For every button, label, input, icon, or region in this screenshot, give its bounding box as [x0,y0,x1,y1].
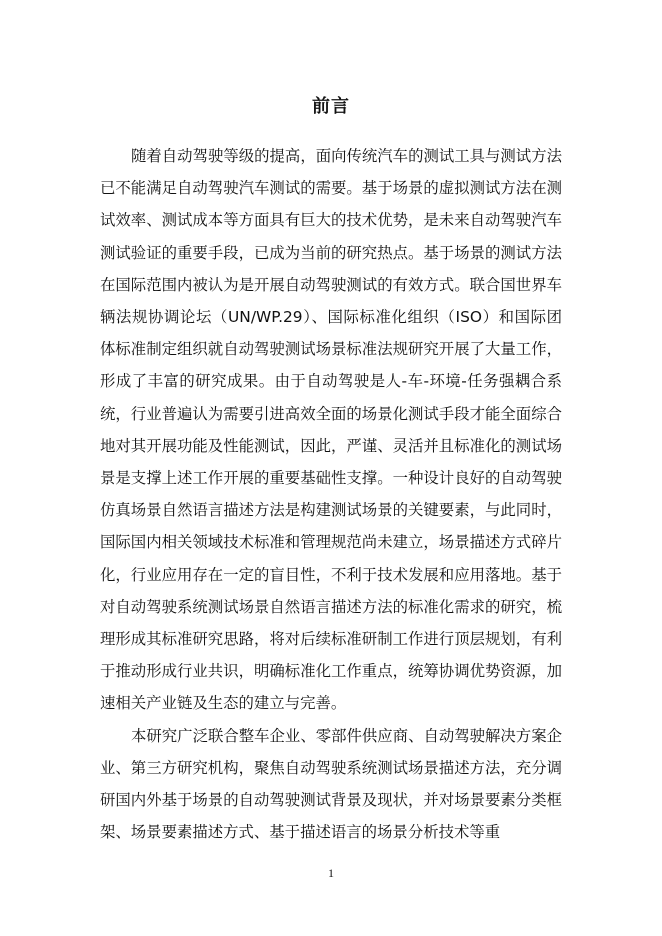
page-title: 前言 [312,96,350,117]
paragraph-2: 本研究广泛联合整车企业、零部件供应商、自动驾驶解决方案企业、第三方研究机构，聚焦自动驾驶系统测试场景描述方法，充分调研国内外基于场景的自动驾驶测试背景及现状，并对场景要素分类框架、场景要素描述方式、基于描述语言的场景分析技术等重 [100,726,562,842]
body-text [100,140,562,848]
paragraph-1: 随着自动驾驶等级的提高，面向传统汽车的测试工具与测试方法已不能满足自动驾驶汽车测试的需要。基于场景的虚拟测试方法在测试效率、测试成本等方面具有巨大的技术优势，是未来自动驾驶汽车测试验证的重要手段，已成为当前的研究热点。基于场景的测试方法在国际范围内被认为是开展自动驾驶测试的有效方式。联合国世界车辆法规协调论坛（UN/WP.29）、国际标准化组织（ISO）和国际团体标准制定组织就自动驾驶测试场景标准法规研究开展了大量工作，形成了丰富的研究成果。由于自动驾驶是人-车-环境-任务强耦合系统，行业普遍认为需要引进高效全面的场景化测试手段才能全面综合地对其开展功能及性能测试，因此，严谨、灵活并且标准化的测试场景是支撑上述工作开展的重要基础性支撑。一种设计良好的自动驾驶仿真场景自然语言描述方法是构建测试场景的关键要素，与此同时，国际国内相关领域技术标准和管理规范尚未建立，场景描述方式碎片化，行业应用存在一定的盲目性，不利于技术发展和应用落地。基于对自动驾驶系统测试场景自然语言描述方法的标准化需求的研究，梳理形成其标准研究思路，将对后续标准研制工作进行顶层规划，有利于推动形成行业共识，明确标准化工作重点，统筹协调优势资源，加速相关产业链及生态的建立与完善。 [100,147,562,713]
page-number: 1 [328,866,334,880]
